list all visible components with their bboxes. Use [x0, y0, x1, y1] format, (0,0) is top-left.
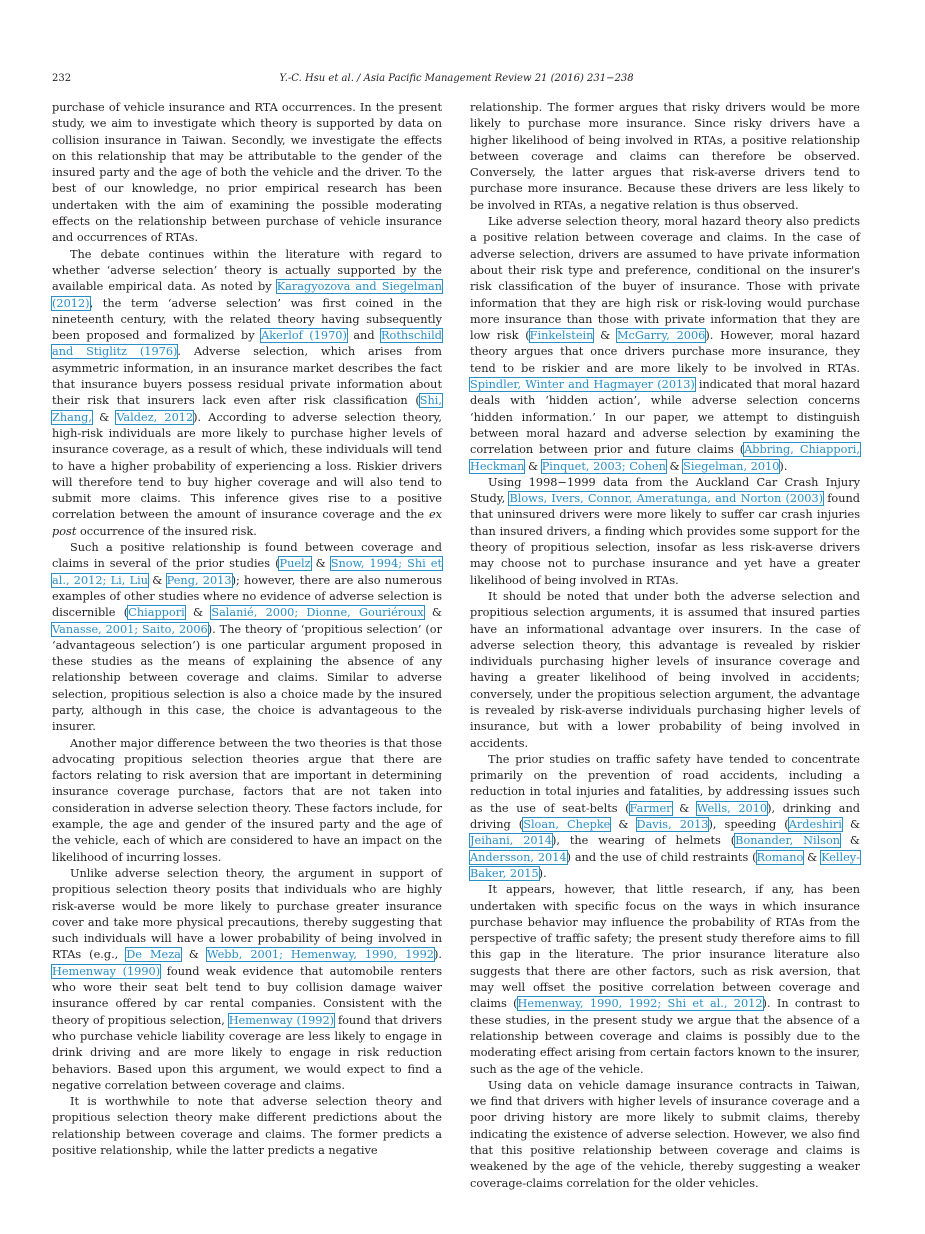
- citation-link[interactable]: Rothschild and Stiglitz (1976): [52, 329, 443, 359]
- citation-link[interactable]: Salanié, 2000; Dionne, Gouriéroux: [211, 606, 424, 620]
- citation-link[interactable]: Abbring, Chiappori, Heckman: [470, 443, 860, 473]
- citation-link[interactable]: Pinquet, 2003; Cohen: [541, 459, 666, 473]
- citation-link[interactable]: Kelley-Baker, 2015: [470, 850, 861, 880]
- paragraph: Using 1998−1999 data from the Auckland Car Crash Injury Study, Blows, Ivers, Connor, Ameratunga, and Norton (2003) found that uninsured drivers were more likely to suffer car crash injuries than insured drivers, a finding which provides some support for the theory of propitious selection, insofar as less risk-averse drivers may choose not to purchase insurance and yet have a greater likelihood of being involved in RTAs.: [470, 475, 860, 587]
- citation-link[interactable]: Chiappori: [128, 606, 185, 620]
- paragraph: It should be noted that under both the adverse selection and propitious selection arguments, it is assumed that insured parties have an informational advantage over insurers. In the case of adverse selection theory, this advantage is revealed by riskier individuals purchasing higher levels of insurance coverage and having a greater likelihood of being involved in accidents; conversely, under the propitious selection argument, the advantage is revealed by risk-averse individuals purchasing higher levels of insurance, but with a lower probability of being involved in accidents.: [470, 589, 860, 750]
- citation-link[interactable]: Finkelstein: [529, 329, 594, 343]
- citation-link[interactable]: Farmer: [629, 801, 672, 815]
- citation-link[interactable]: Shi, Zhang,: [52, 394, 442, 424]
- citation-link[interactable]: Akerlof (1970): [261, 329, 347, 343]
- paragraph: It is worthwhile to note that adverse selection theory and propitious selection theory make different predictions about the relationship between coverage and claims. The former predicts a positive relationship, while the latter predicts a negative: [52, 1095, 442, 1157]
- citation-link[interactable]: Sloan, Chepke: [523, 818, 611, 832]
- left-column: [52, 100, 442, 1159]
- citation-link[interactable]: Karagyozova and Siegelman (2012): [52, 280, 442, 310]
- page-number: 232: [52, 73, 72, 84]
- citation-link[interactable]: Hemenway (1990): [52, 964, 161, 978]
- paragraph: relationship. The former argues that risky drivers would be more likely to purchase more insurance. Since risky drivers have a higher likelihood of being involved in RTAs, a positive relationship between coverage and claims can therefore be observed. Conversely, the latter argues that risk-averse drivers tend to purchase more insurance. Because these drivers are less likely to be involved in RTAs, a negative relation is thus observed.: [470, 101, 860, 212]
- citation-link[interactable]: Vanasse, 2001; Saito, 2006: [52, 622, 208, 636]
- emphasis: ex post: [52, 508, 442, 538]
- page-header: [52, 71, 861, 87]
- paragraph: Unlike adverse selection theory, the argument in support of propitious selection theory posits that individuals who are highly risk-averse would be more likely to purchase greater insurance cover and take more physical precautions, thereby suggesting that such individuals will have a lower probability of being involved in RTAs (e.g., De Meza & Webb, 2001; Hemenway, 1990, 1992). Hemenway (1990) found weak evidence that automobile renters who wore their seat belt tend to buy collision damage waiver insurance offered by car rental companies. Consistent with the theory of propitious selection, Hemenway (1992) found that drivers who purchase vehicle liability coverage are less likely to engage in drink driving and are more likely to engage in risk reduction behaviors. Based upon this argument, we would expect to find a negative correlation between coverage and claims.: [52, 866, 443, 1092]
- citation-link[interactable]: Romano: [756, 850, 804, 864]
- paragraph: The debate continues within the literature with regard to whether ‘adverse selection’ theory is actually supported by the available empirical data. As noted by Karagyozova and Siegelman (2012), the term ‘adverse selection’ was first coined in the nineteenth century, with the related theory having subsequently been proposed and formalized by Akerlof (1970) and Rothschild and Stiglitz (1976). Adverse selection, which arises from asymmetric information, in an insurance market describes the fact that insurance buyers possess residual private information about their risk that insurers lack even after risk classification (Shi, Zhang, & Valdez, 2012). According to adverse selection theory, high-risk individuals are more likely to purchase higher levels of insurance coverage, as a result of which, these individuals will tend to have a higher probability of experiencing a loss. Riskier drivers will therefore tend to buy higher coverage and will also tend to submit more claims. This inference gives rise to a positive correlation between the amount of insurance coverage and the ex post occurrence of the insured risk.: [52, 247, 443, 538]
- right-column: [470, 100, 860, 1192]
- citation-link[interactable]: Jeihani, 2014: [470, 834, 552, 848]
- citation-link[interactable]: Spindler, Winter and Hagmayer (2013): [470, 378, 695, 392]
- citation-link[interactable]: Davis, 2013: [636, 818, 709, 832]
- citation-link[interactable]: McGarry, 2006: [616, 329, 706, 343]
- citation-link[interactable]: Bonander, Nilson: [735, 834, 841, 848]
- paragraph: Using data on vehicle damage insurance contracts in Taiwan, we find that drivers with higher levels of insurance coverage and a poor driving history are more likely to submit claims, thereby indicating the existence of adverse selection. However, we also find that this positive relationship between coverage and claims is weakened by the age of the vehicle, thereby suggesting a weaker coverage-claims correlation for the older vehicles.: [470, 1078, 860, 1190]
- citation-link[interactable]: Webb, 2001; Hemenway, 1990, 1992: [206, 948, 434, 962]
- paragraph: The prior studies on traffic safety have tended to concentrate primarily on the prevention of road accidents, including a reduction in total injuries and fatalities, by addressing issues such as the use of seat-belts (Farmer & Wells, 2010), drinking and driving (Sloan, Chepke & Davis, 2013), speeding (Ardeshiri & Jeihani, 2014), the wearing of helmets (Bonander, Nilson & Andersson, 2014) and the use of child restraints (Romano & Kelley-Baker, 2015).: [470, 752, 861, 880]
- running-title: Y.-C. Hsu et al. / Asia Pacific Management Review 21 (2016) 231−238: [279, 73, 634, 84]
- citation-link[interactable]: Blows, Ivers, Connor, Ameratunga, and Norton (2003): [509, 492, 824, 506]
- citation-link[interactable]: Siegelman, 2010: [683, 459, 780, 473]
- paragraph: It appears, however, that little research, if any, has been undertaken with specific focus on the ways in which insurance purchase behavior may influence the probability of RTAs from the perspective of traffic safety; the present study therefore aims to fill this gap in the literature. The prior insurance literature also suggests that there are other factors, such as risk aversion, that may well offset the positive correlation between coverage and claims (Hemenway, 1990, 1992; Shi et al., 2012). In contrast to these studies, in the present study we argue that the absence of a relationship between coverage and claims is possibly due to the moderating effect arising from certain factors known to the insurer, such as the age of the vehicle.: [470, 883, 860, 1076]
- citation-link[interactable]: Puelz: [279, 557, 311, 571]
- paragraph: Another major difference between the two theories is that those advocating propitious selection theories argue that there are factors relating to risk aversion that are important in determining insurance coverage purchase, factors that are not taken into consideration in adverse selection theory. These factors include, for example, the age and gender of the insured party and the age of the vehicle, each of which are considered to have an impact on the likelihood of incurring losses.: [52, 736, 442, 864]
- citation-link[interactable]: Snow, 1994; Shi et al., 2012; Li, Liu: [52, 557, 442, 587]
- paragraph: purchase of vehicle insurance and RTA occurrences. In the present study, we aim to investigate which theory is supported by data on collision insurance in Taiwan. Secondly, we investigate the effects on this relationship that may be attributable to the gender of the insured party and the age of both the vehicle and the driver. To the best of our knowledge, no prior empirical research has been undertaken with the aim of examining the possible moderating effects on the relationship between purchase of vehicle insurance and occurrences of RTAs.: [52, 101, 442, 245]
- citation-link[interactable]: Peng, 2013: [166, 573, 232, 587]
- paragraph: Like adverse selection theory, moral hazard theory also predicts a positive relation between coverage and claims. In the case of adverse selection, drivers are assumed to have private information about their risk type and preference, conditional on the insurer's risk classification of the buyer of insurance. Those with private information that they are high risk or risk-loving would purchase more insurance than those with private information that they are low risk (Finkelstein & McGarry, 2006). However, moral hazard theory argues that once drivers purchase more insurance, they tend to be riskier and are more likely to be involved in RTAs. Spindler, Winter and Hagmayer (2013) indicated that moral hazard deals with ‘hidden action’, while adverse selection concerns ‘hidden information.’ In our paper, we attempt to distinguish between moral hazard and adverse selection by examining the correlation between prior and future claims (Abbring, Chiappori, Heckman & Pinquet, 2003; Cohen & Siegelman, 2010).: [470, 215, 860, 473]
- citation-link[interactable]: De Meza: [126, 948, 181, 962]
- citation-link[interactable]: Valdez, 2012: [116, 410, 194, 424]
- citation-link[interactable]: Wells, 2010: [696, 801, 768, 815]
- citation-link[interactable]: Ardeshiri: [788, 818, 842, 832]
- citation-link[interactable]: Andersson, 2014: [470, 850, 567, 864]
- citation-link[interactable]: Hemenway, 1990, 1992; Shi et al., 2012: [517, 997, 763, 1011]
- paragraph: Such a positive relationship is found between coverage and claims in several of the prior studies (Puelz & Snow, 1994; Shi et al., 2012; Li, Liu & Peng, 2013); however, there are also numerous examples of other studies where no evidence of adverse selection is discernible (Chiappori & Salanié, 2000; Dionne, Gouriéroux & Vanasse, 2001; Saito, 2006). The theory of ‘propitious selection’ (or ‘advantageous selection’) is one particular argument proposed in these studies as the means of explaining the absence of any relationship between coverage and claims. Similar to adverse selection, propitious selection is also a choice made by the insured party, although in this case, the choice is advantageous to the insurer.: [52, 541, 442, 734]
- citation-link[interactable]: Hemenway (1992): [228, 1013, 335, 1027]
